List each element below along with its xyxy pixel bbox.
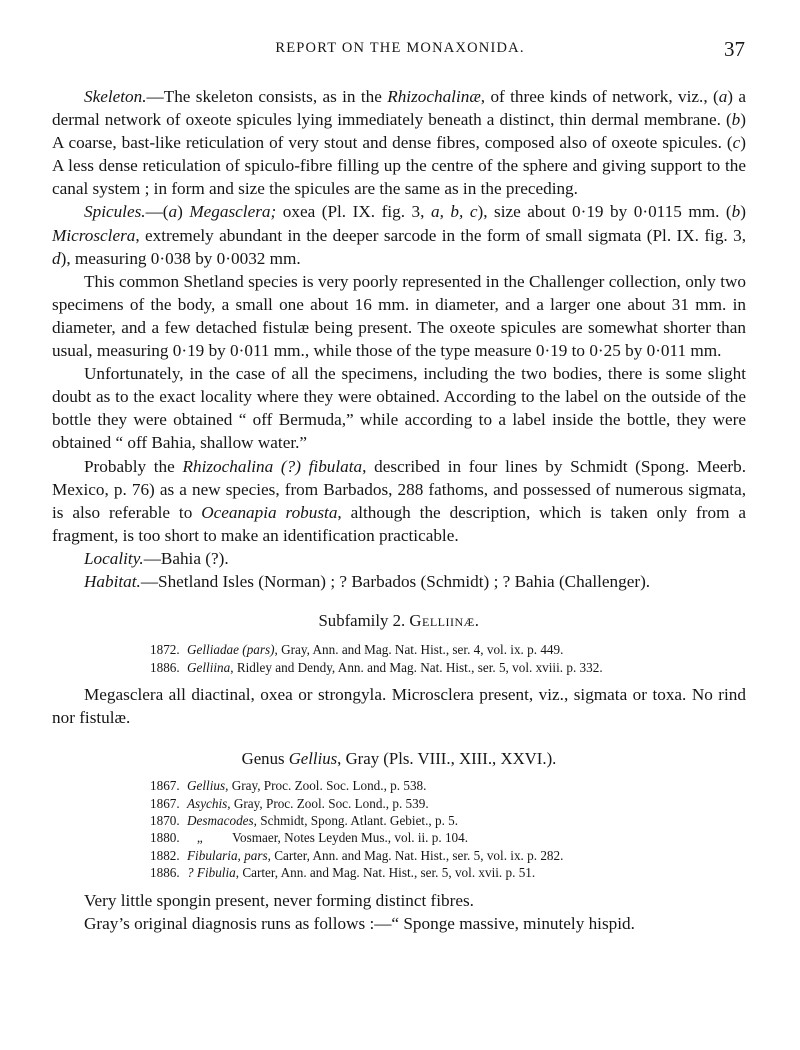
text-run: , extremely abundant in the deeper sarcode in the form of small sigmata (Pl. IX. fig. 3, (135, 225, 746, 245)
text-run: , of three kinds of network, viz., ( (480, 87, 719, 106)
reference-year: 1886. (150, 659, 180, 675)
reference-year: 1867. (150, 778, 180, 794)
genus-references (52, 777, 746, 881)
text-run: ), measuring 0·038 by 0·0032 mm. (60, 248, 301, 268)
skeleton-paragraph (52, 85, 746, 200)
text-run: Probably the (84, 456, 183, 476)
ditto-mark: „ (187, 830, 203, 846)
habitat-value: —Shetland Isles (Norman) ; ? Barbados (Schmidt) ; ? Bahia (Challenger). (140, 571, 651, 591)
reference-line (52, 659, 746, 676)
common-species-paragraph: This common Shetland species is very poorly represented in the Challenger collection, only two specimens of the body, a small one about 16 mm. in diameter, and a larger one about 31 mm. in diameter, and a few detached fistulæ being present. The oxeote spicules are somewhat shorter than usual, measuring 0·19 by 0·011 mm., while those of the type measure 0·19 to 0·25 by 0·011 mm. (52, 271, 746, 361)
subfamily-references (52, 641, 746, 676)
unfortunately-paragraph: Unfortunately, in the case of all the specimens, including the two bodies, there is some slight doubt as to the exact locality where they were obtained. According to the label on the outside of the bottle they were obtained “ off Bermuda,” while according to a label inside the bottle, they were obtained “ off Bahia, shallow water.” (52, 364, 746, 453)
list-letter: b (731, 110, 741, 130)
text-run: —The skeleton consists, as in the (146, 87, 388, 106)
reference-line (52, 795, 746, 812)
reference-citation: , Gray, Proc. Zool. Soc. Lond., p. 539. (227, 795, 429, 811)
reference-year: 1867. (150, 795, 180, 811)
reference-line (52, 641, 746, 658)
list-letter: a (168, 202, 178, 222)
text-run: , described in four lines by Schmidt (Spong. Meerb. Mexico, p. 76) as a new species, from Barbados, 288 fathoms, and possessed of numerous sigmata, is also referable to (52, 456, 746, 522)
heading-text: Genus (241, 749, 289, 769)
habitat-label: Habitat. (84, 571, 141, 591)
habitat-line (52, 570, 746, 593)
probably-paragraph (52, 455, 746, 547)
page-body (52, 85, 746, 935)
reference-citation: , Ridley and Dendy, Ann. and Mag. Nat. Hist., ser. 5, vol. xviii. p. 332. (230, 659, 603, 675)
text-run: ) a dermal network of oxeote spicules lying immediately beneath a distinct, thin dermal membrane. ( (52, 87, 746, 130)
genus-paragraph-2: Gray’s original diagnosis runs as follows :—“ Sponge massive, minutely hispid. (84, 913, 635, 933)
text-run: ) (740, 202, 746, 222)
reference-citation: , Gray, Proc. Zool. Soc. Lond., p. 538. (225, 778, 427, 794)
reference-name: Desmacodes (187, 813, 254, 829)
taxon-name: Rhizochalina (?) fibulata (182, 456, 363, 476)
taxon-name: Rhizochalinæ (387, 87, 481, 106)
text-run: oxea (Pl. IX. fig. 3, (276, 202, 431, 222)
list-letter: a (718, 87, 728, 106)
page-number: 37 (724, 37, 745, 61)
spicules-label: Spicules. (84, 202, 146, 222)
reference-year: 1882. (150, 847, 180, 863)
spicules-paragraph (52, 200, 746, 269)
list-letter: b (731, 202, 741, 222)
subfamily-heading (52, 609, 746, 632)
genus-name: Gellius (288, 749, 338, 769)
reference-name: Gelliadae (pars) (187, 642, 275, 658)
reference-citation: Vosmaer, Notes Leyden Mus., vol. ii. p. 104. (202, 830, 469, 846)
locality-line (52, 547, 746, 570)
page-header (55, 37, 745, 64)
list-letter: c (732, 133, 741, 153)
taxon-name: Oceanapia robusta (201, 502, 338, 522)
skeleton-label: Skeleton. (84, 87, 147, 106)
text-run: ) A coarse, bast-like reticulation of very stout and dense fibres, composed also of oxeote spicules. ( (52, 110, 746, 153)
text-run: ) (177, 202, 190, 222)
text-run: ) A less dense reticulation of spiculo-fibre filling up the centre of the sphere and giving support to the canal system ; in form and size the spicules are the same as in the preceding. (52, 133, 746, 199)
genus-paragraph-1: Very little spongin present, never forming distinct fibres. (84, 890, 474, 910)
reference-line (52, 812, 746, 829)
reference-name: ? Fibulia (187, 865, 236, 881)
heading-text: , Gray (Pls. VIII., XIII., XXVI.). (337, 749, 557, 769)
figure-letters: d (52, 248, 61, 268)
reference-year: 1870. (150, 813, 180, 829)
reference-name: Asychis (187, 795, 228, 811)
locality-label: Locality. (84, 548, 144, 568)
reference-name: Gellius (187, 778, 226, 794)
reference-name: Gelliina (187, 659, 231, 675)
reference-line (52, 864, 746, 881)
text-run: , although the description, which is taken only from a fragment, is too short to make an identification practicable. (52, 502, 746, 545)
reference-citation: , Carter, Ann. and Mag. Nat. Hist., ser. 5, vol. xvii. p. 51. (235, 865, 536, 881)
locality-value: —Bahia (?). (143, 548, 229, 568)
reference-line (52, 847, 746, 864)
reference-line (52, 777, 746, 794)
figure-letters: a, b, c (430, 202, 478, 222)
reference-name: Fibularia, pars (187, 847, 268, 863)
reference-citation: , Carter, Ann. and Mag. Nat. Hist., ser. 5, vol. ix. p. 282. (267, 847, 564, 863)
reference-citation: , Gray, Ann. and Mag. Nat. Hist., ser. 4, vol. ix. p. 449. (274, 642, 564, 658)
term: Microsclera (52, 225, 136, 245)
heading-text: Subfamily 2. (318, 611, 410, 631)
subfamily-name: Gelliinæ. (409, 611, 480, 631)
subfamily-description: Megasclera all diactinal, oxea or strongyla. Microsclera present, viz., sigmata or toxa. No rind nor fistulæ. (52, 684, 746, 728)
running-head: REPORT ON THE MONAXONIDA. (275, 40, 525, 56)
term: Megasclera; (189, 202, 277, 222)
text-run: —( (145, 202, 169, 222)
genus-heading (52, 747, 746, 770)
reference-year: 1880. (150, 830, 180, 846)
text-run: ), size about 0·19 by 0·0115 mm. ( (477, 202, 732, 222)
reference-year: 1886. (150, 865, 180, 881)
reference-year: 1872. (150, 642, 180, 658)
reference-line (52, 829, 746, 846)
reference-citation: , Schmidt, Spong. Atlant. Gebiet., p. 5. (253, 813, 459, 829)
